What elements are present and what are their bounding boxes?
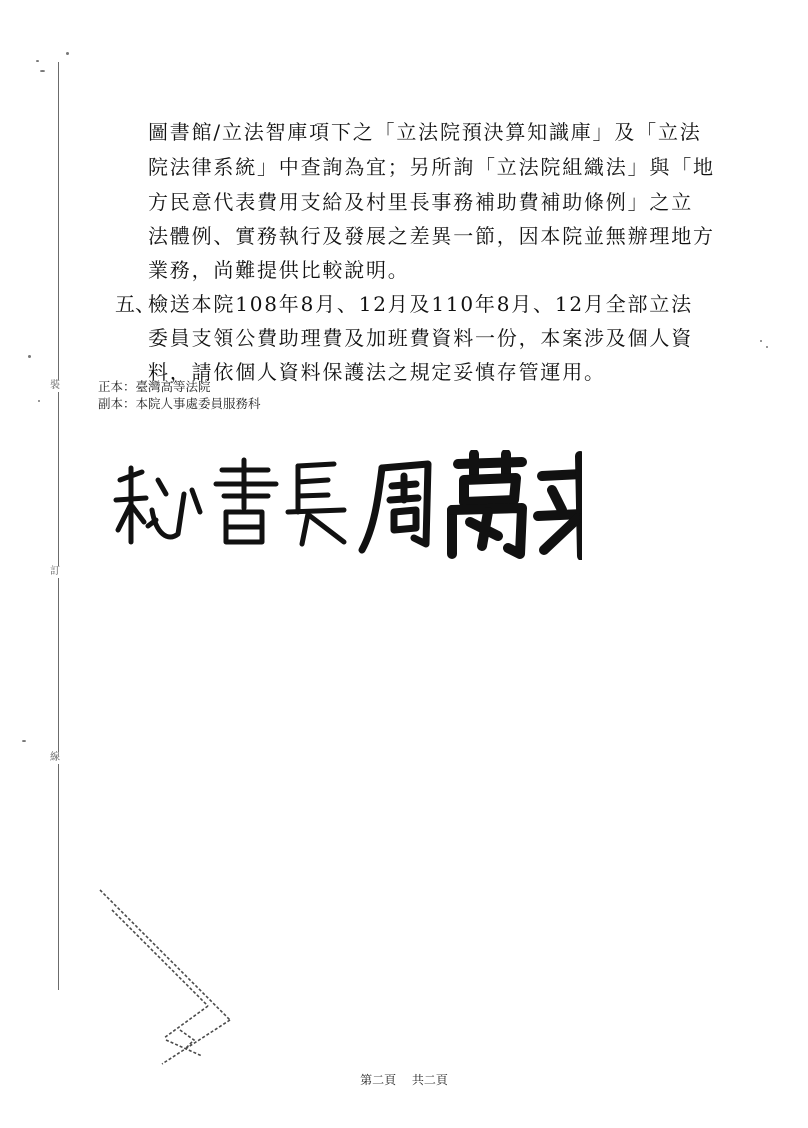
scan-speck xyxy=(38,400,40,402)
body-line: 法體例、實務執行及發展之差異一節，因本院並無辦理地方 xyxy=(148,224,715,248)
recipient-copy: 副本：本院人事處委員服務科 xyxy=(98,396,261,411)
signature-seal xyxy=(112,450,582,560)
page-number: 第二頁 xyxy=(360,1073,397,1087)
scan-speck xyxy=(28,355,31,358)
item-line: 委員支領公費助理費及加班費資料一份，本案涉及個人資 xyxy=(148,326,693,350)
faint-stamp-mark xyxy=(90,880,240,1070)
body-line: 院法律系統」中查詢為宜；另所詢「立法院組織法」與「地 xyxy=(148,155,715,179)
body-line: 業務，尚難提供比較說明。 xyxy=(148,258,410,282)
scan-speck xyxy=(766,346,768,348)
body-line: 圖書館/立法智庫項下之「立法院預決算知識庫」及「立法 xyxy=(148,120,702,144)
item-line: 檢送本院108年8月、12月及110年8月、12月全部立法 xyxy=(148,292,693,316)
recipient-original: 正本：臺灣高等法院 xyxy=(98,379,211,394)
binding-mark-top: 裝 xyxy=(50,380,60,391)
binding-mark-middle: 訂 xyxy=(50,566,60,577)
binding-mark-bottom: 線 xyxy=(50,752,60,763)
scan-speck xyxy=(760,340,762,342)
scan-speck xyxy=(36,60,39,62)
scan-speck xyxy=(40,70,45,72)
item-line: 料，請依個人資料保護法之規定妥慎存管運用。 xyxy=(148,360,606,384)
binding-margin-line xyxy=(58,62,59,990)
scan-speck xyxy=(66,52,69,55)
page-footer xyxy=(0,1072,808,1088)
body-line: 方民意代表費用支給及村里長事務補助費補助條例」之立 xyxy=(148,190,693,214)
recipients xyxy=(98,378,261,412)
page-total: 共二頁 xyxy=(411,1073,448,1087)
scan-speck xyxy=(22,740,26,742)
item-number: 五、 xyxy=(115,292,155,316)
